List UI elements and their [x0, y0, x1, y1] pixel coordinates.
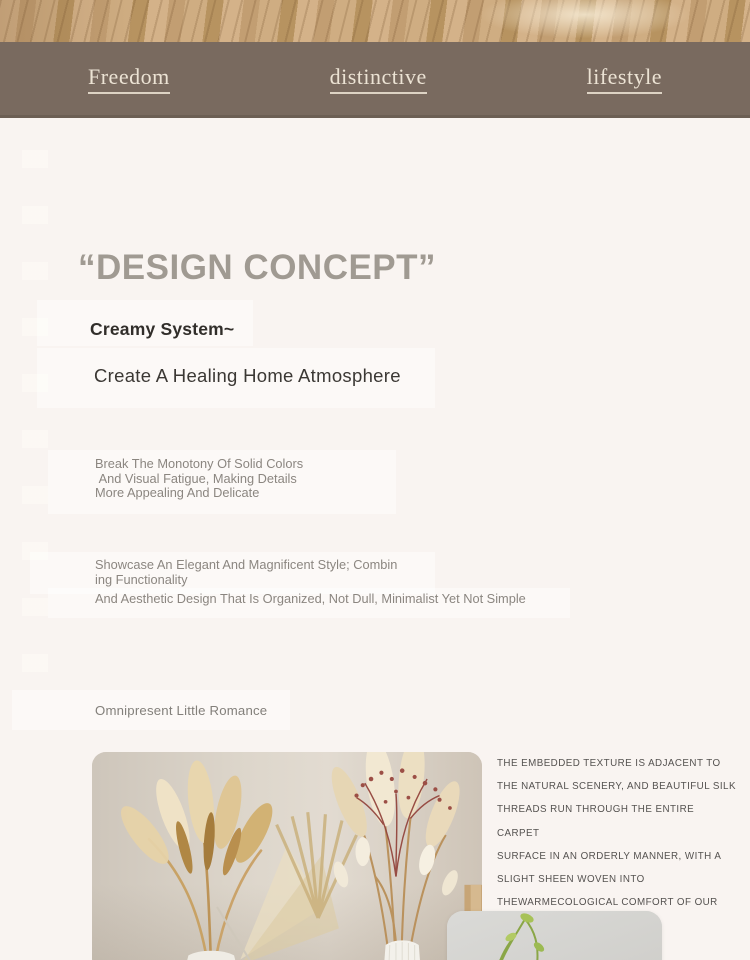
nav-item-freedom[interactable]: Freedom: [88, 64, 170, 94]
text-line: SLIGHT SHEEN WOVEN INTO: [497, 874, 645, 886]
romance-caption: Omnipresent Little Romance: [95, 703, 268, 718]
creamy-system-label: Creamy System~: [90, 319, 235, 339]
dried-flowers-art: [92, 752, 482, 960]
orchid-art: [447, 911, 662, 960]
orchid-photo: [447, 911, 662, 960]
nav-item-distinctive[interactable]: distinctive: [330, 64, 427, 94]
text-line: Showcase An Elegant And Magnificent Style; Combin: [95, 557, 398, 572]
background-artifacts: [22, 150, 48, 710]
text-line: And Aesthetic Design That Is Organized, Not Dull, Minimalist Yet Not Simple: [95, 591, 526, 606]
text-line: THEWARMECOLOGICAL COMFORT OF OUR: [497, 897, 718, 909]
wood-texture-banner: [0, 0, 750, 42]
text-line: ing Functionality: [95, 571, 188, 587]
dried-flowers-photo: [92, 752, 482, 960]
text-line: SURFACE IN AN ORDERLY MANNER, WITH A: [497, 850, 722, 862]
top-nav: [0, 42, 750, 118]
tagline: Create A Healing Home Atmosphere: [94, 365, 401, 386]
text-line: And Visual Fatigue, Making Details: [95, 470, 297, 486]
text-line: THE NATURAL SCENERY, AND BEAUTIFUL SILK: [497, 781, 736, 793]
carpet-description: [497, 752, 737, 938]
text-line: More Appealing And Delicate: [95, 485, 260, 501]
text-line: THE EMBEDDED TEXTURE IS ADJACENT TO: [497, 758, 721, 769]
text-line: Break The Monotony Of Solid Colors: [95, 456, 304, 471]
nav-item-lifestyle[interactable]: lifestyle: [587, 64, 662, 94]
benefit-paragraph-2: [95, 558, 397, 587]
benefit-paragraph-3: [95, 592, 526, 607]
benefit-paragraph-1: [95, 457, 303, 501]
section-title: “DESIGN CONCEPT”: [78, 248, 437, 287]
text-line: THREADS RUN THROUGH THE ENTIRE CARPET: [497, 804, 698, 839]
